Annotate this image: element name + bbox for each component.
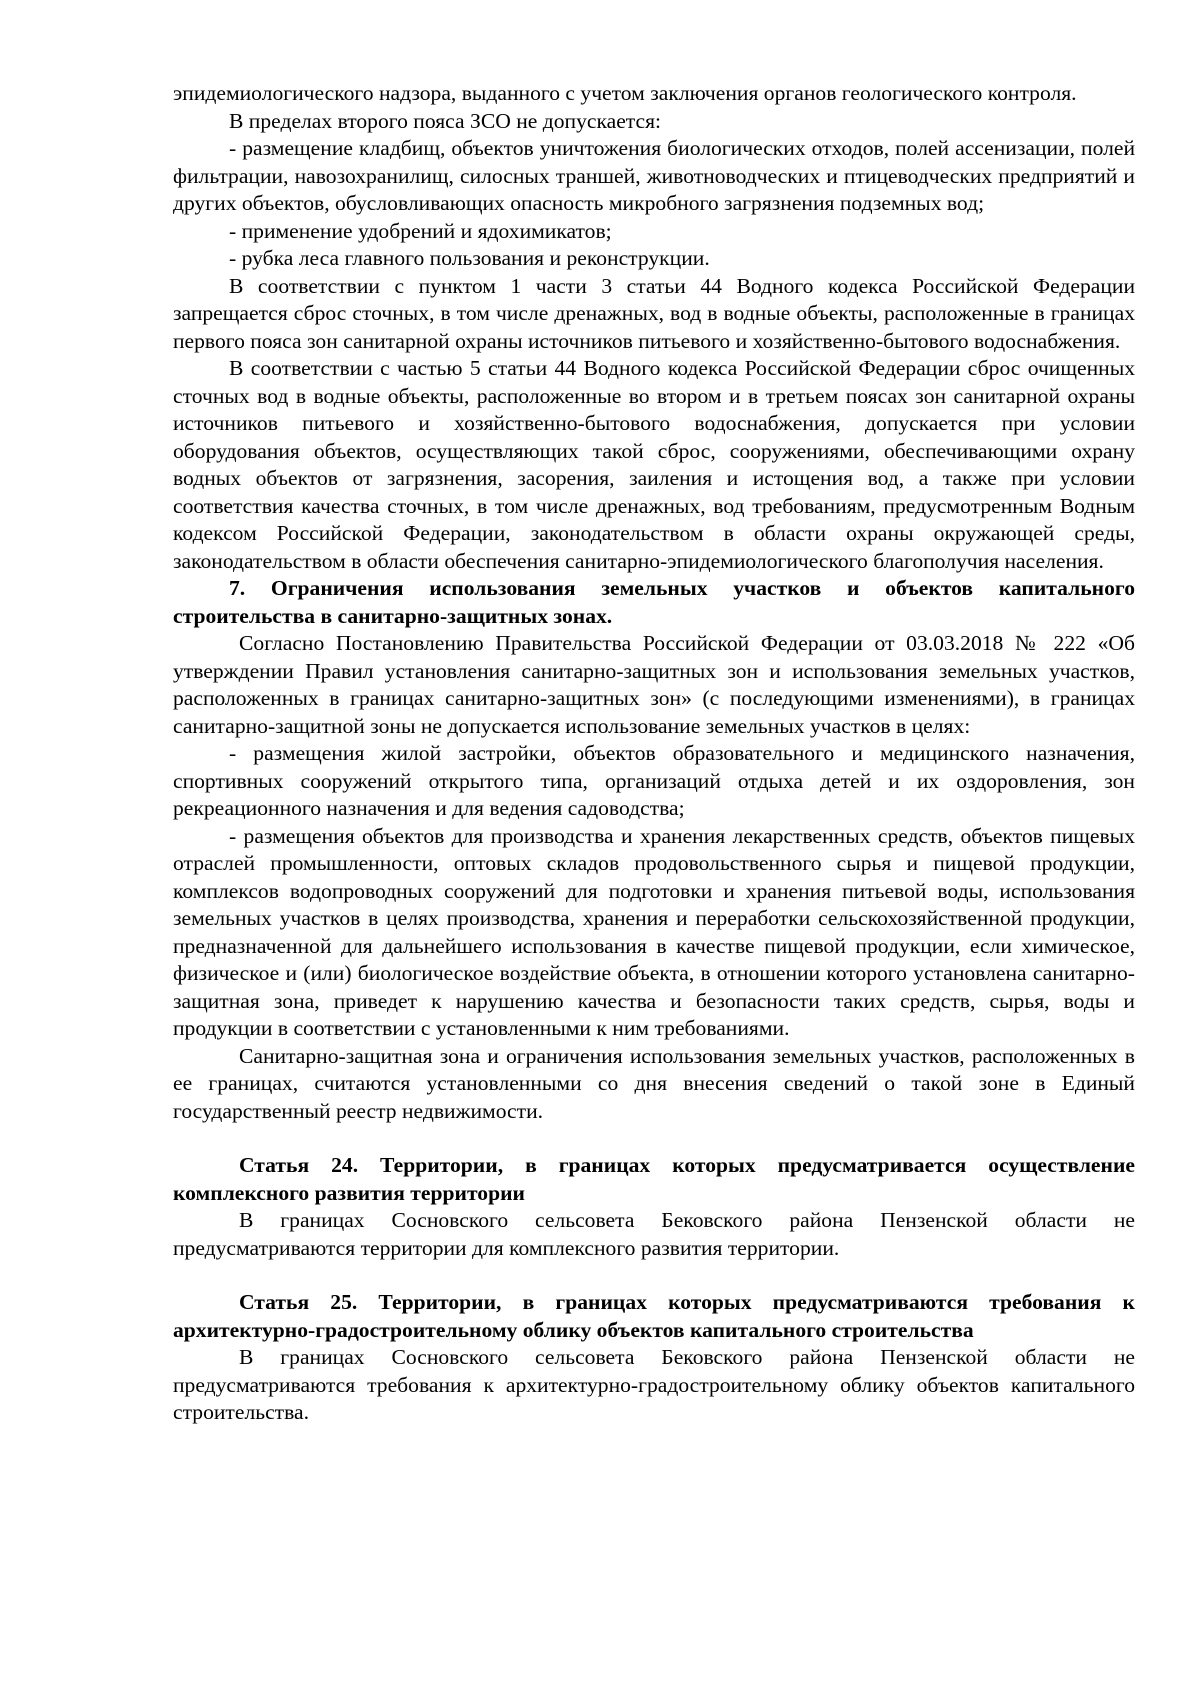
paragraph-continuation: эпидемиологического надзора, выданного с учетом заключения органов геологического контроля. — [173, 81, 1077, 105]
paragraph-water-code-second-belt: В соответствии с частью 5 статьи 44 Водного кодекса Российской Федерации сброс очищенных сточных вод в водные объекты, расположенные во втором и в третьем поясах зон санитарной охраны источников питьевого и хозяйственно-бытового водоснабжения, допускается при условии оборудования объектов, осуществляющих такой сброс, сооружениями, обеспечивающими охрану водных объектов от загрязнения, засорения, заиления и истощения вод, а также при условии соответствия качества сточных, в том числе дренажных, вод требованиям, предусмотренным Водным кодексом Российской Федерации, законодательством в области охраны окружающей среды, законодательством в области обеспечения санитарно-эпидемиологического благополучия населения. — [173, 356, 1135, 573]
paragraph-sanitary-zone-established: Санитарно-защитная зона и ограничения использования земельных участков, расположенных в ее границах, считаются установленными со дня внесения сведений о такой зоне в Единый государственный реестр недвижимости. — [173, 1043, 1135, 1123]
spacer — [173, 1125, 1135, 1152]
list-item-production: - размещения объектов для производства и хранения лекарственных средств, объектов пищевых отраслей промышленности, оптовых складов продовольственного сырья и пищевой продукции, комплексов водопроводных сооружений для подготовки и хранения питьевой воды, использования земельных участков в целях производства, хранения и переработки сельскохозяйственной продукции, предназначенной для дальнейшего использования в качестве пищевой продукции, если химическое, физическое и (или) биологическое воздействие объекта, в отношении которого установлена санитарно-защитная зона, приведет к нарушению качества и безопасности таких средств, сырья, воды и продукции в соответствии с установленными к ним требованиями. — [173, 823, 1135, 1040]
document-page — [173, 80, 1135, 1427]
list-item-residential: - размещения жилой застройки, объектов образовательного и медицинского назначения, спортивных сооружений открытого типа, организаций отдыха детей и их оздоровления, зон рекреационного назначения и для ведения садоводства; — [173, 741, 1135, 820]
spacer — [173, 1262, 1135, 1289]
article-24-heading: Статья 24. Территории, в границах которых предусматривается осуществление комплексного развития территории — [173, 1153, 1135, 1205]
list-item-logging: - рубка леса главного пользования и реконструкции. — [229, 246, 710, 270]
paragraph-water-code-first-belt: В соответствии с пунктом 1 части 3 статьи 44 Водного кодекса Российской Федерации запрещается сброс сточных, в том числе дренажных, вод в водные объекты, расположенные в границах первого пояса зон санитарной охраны источников питьевого и хозяйственно-бытового водоснабжения. — [173, 273, 1135, 353]
section-heading-7: 7. Ограничения использования земельных участков и объектов капитального строительства в санитарно-защитных зонах. — [173, 576, 1135, 628]
article-24-text: В границах Сосновского сельсовета Бековского района Пензенской области не предусматриваются территории для комплексного развития территории. — [173, 1208, 1135, 1260]
paragraph-resolution-222: Согласно Постановлению Правительства Российской Федерации от 03.03.2018 № 222 «Об утверждении Правил установления санитарно-защитных зон и использования земельных участков, расположенных в границах санитарно-защитных зон» (с последующими изменениями), в границах санитарно-защитной зоны не допускается использование земельных участков в целях: — [173, 631, 1135, 738]
article-25-text: В границах Сосновского сельсовета Бековского района Пензенской области не предусматриваются требования к архитектурно-градостроительному облику объектов капитального строительства. — [173, 1345, 1135, 1424]
list-item-cemeteries: - размещение кладбищ, объектов уничтожения биологических отходов, полей ассенизации, полей фильтрации, навозохранилищ, силосных траншей, животноводческих и птицеводческих предприятий и других объектов, обусловливающих опасность микробного загрязнения подземных вод; — [173, 136, 1135, 215]
list-item-fertilizers: - применение удобрений и ядохимикатов; — [229, 218, 612, 243]
article-25-heading: Статья 25. Территории, в границах которых предусматриваются требования к архитектурно-градостроительному облику объектов капитального строительства — [173, 1290, 1135, 1342]
paragraph-zso-intro: В пределах второго пояса ЗСО не допускается: — [229, 108, 662, 133]
